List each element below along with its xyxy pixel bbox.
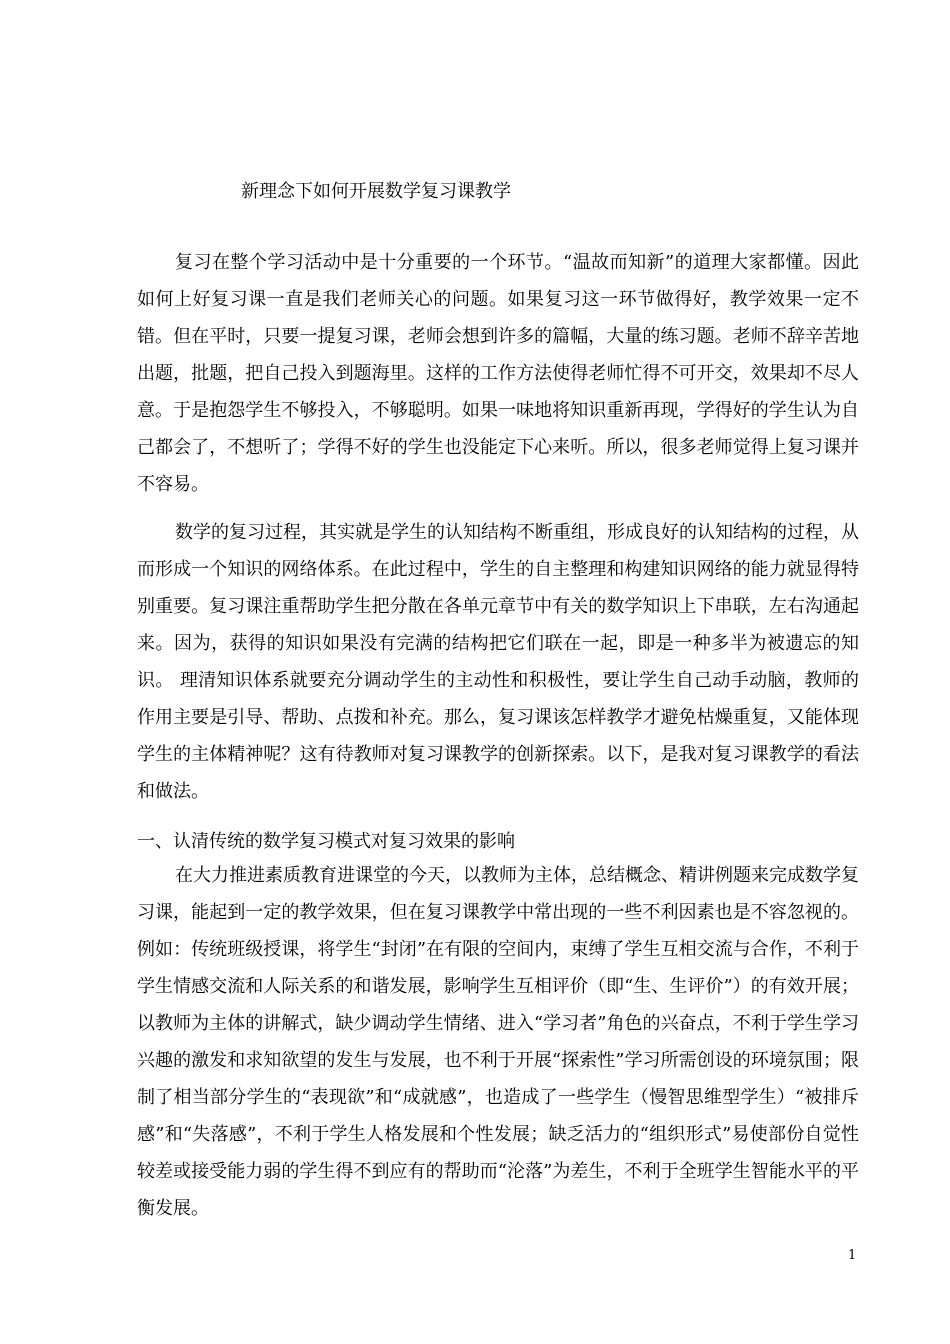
paragraph-intro: 复习在整个学习活动中是十分重要的一个环节。“温故而知新”的道理大家都懂。因此如何上好复习课一直是我们老师关心的问题。如果复习这一环节做得好，教学效果一定不错。但在平时，只要一提复习课，老师会想到许多的篇幅，大量的练习题。老师不辞辛苦地出题，批题，把自己投入到题海里。这样的工作方法使得老师忙得不可开交，效果却不尽人意。于是抱怨学生不够投入，不够聪明。如果一味地将知识重新再现，学得好的学生认为自己都会了，不想听了；学得不好的学生也没能定下心来听。所以，很多老师觉得上复习课并不容易。 — [137, 252, 859, 495]
section-paragraph: 在大力推进素质教育进课堂的今天，以教师为主体，总结概念、精讲例题来完成数学复习课，能起到一定的教学效果，但在复习课教学中常出现的一些不利因素也是不容忽视的。例如：传统班级授课，将学生“封闭”在有限的空间内，束缚了学生互相交流与合作，不利于学生情感交流和人际关系的和谐发展，影响学生互相评价（即“生、生评价”）的有效开展；以教师为主体的讲解式，缺少调动学生情绪、进入“学习者”角色的兴奋点，不利于学生学习兴趣的激发和求知欲望的发生与发展，也不利于开展“探索性”学习所需创设的环境氛围；限制了相当部分学生的“表现欲”和“成就感”，也造成了一些学生（慢智思维型学生）“被排斥感”和“失落感”，不利于学生人格发展和个性发展；缺乏活力的“组织形式”易使部份自觉性较差或接受能力弱的学生得不到应有的帮助而“沦落”为差生，不利于全班学生智能水平的平衡发展。 — [137, 865, 859, 1219]
page-number: 1 — [848, 1248, 857, 1263]
paragraph-review-process: 数学的复习过程，其实就是学生的认知结构不断重组，形成良好的认知结构的过程，从而形成一个知识的网络体系。在此过程中，学生的自主整理和构建知识网络的能力就显得特别重要。复习课注重帮助学生把分散在各单元章节中有关的数学知识上下串联，左右沟通起来。因为，获得的知识如果没有完满的结构把它们联在一起，即是一种多半为被遗忘的知识。 理清知识体系就要充分调动学生的主动性和积极性，要让学生自己动手动脑，教师的作用主要是引导、帮助、点拨和补充。那么，复习课该怎样教学才避免枯燥重复，又能体现学生的主体精神呢？这有待教师对复习课教学的创新探索。以下，是我对复习课教学的看法和做法。 — [137, 522, 859, 802]
section-heading: 一、认清传统的数学复习模式对复习效果的影响 — [137, 831, 515, 852]
document-title: 新理念下如何开展数学复习课教学 — [241, 181, 511, 202]
